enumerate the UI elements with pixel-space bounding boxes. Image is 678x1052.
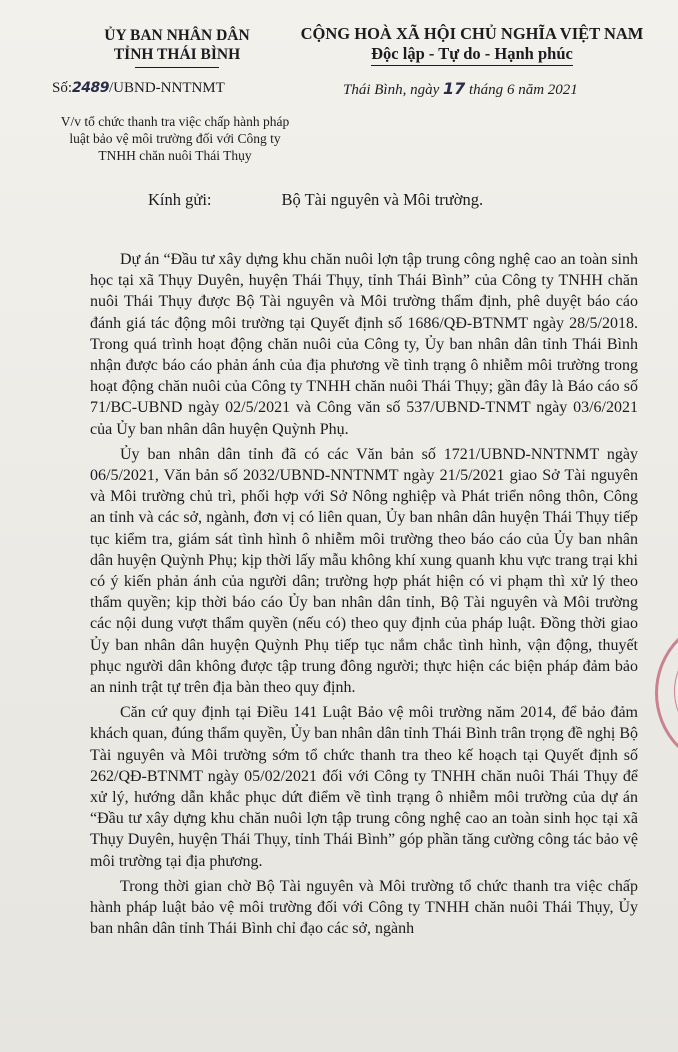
- national-heading: [282, 24, 662, 66]
- recipient: Bộ Tài nguyên và Môi trường.: [281, 190, 484, 209]
- authority-underline: [135, 67, 219, 68]
- official-seal-partial: [655, 615, 678, 771]
- date-month-label: tháng: [465, 82, 507, 98]
- body-paragraph: Trong thời gian chờ Bộ Tài nguyên và Môi trường tổ chức thanh tra việc chấp hành pháp luật bảo vệ môi trường đối với Công ty TNHH chăn nuôi Thái Thụy, Ủy ban nhân dân tỉnh Thái Bình chỉ đạo các sở, ngành: [90, 877, 638, 938]
- salutation-label: Kính gửi:: [148, 190, 212, 209]
- body-paragraph: Dự án “Đầu tư xây dựng khu chăn nuôi lợn tập trung công nghệ cao an toàn sinh học tại xã Thụy Duyên, huyện Thái Thụy, tỉnh Thái Bình” của Công ty TNHH chăn nuôi Thái Thụy được Bộ Tài nguyên và Môi trường thẩm định, phê duyệt báo cáo đánh giá tác động môi trường tại Quyết định số 1686/QĐ-BTNMT ngày 28/5/2018. Trong quá trình hoạt động chăn nuôi của Công ty, Ủy ban nhân dân tỉnh Thái Bình nhận được báo cáo phản ánh của địa phương về tình trạng ô nhiễm môi trường trong hoạt động chăn nuôi của Công ty TNHH chăn nuôi Thái Thụy; gần đây là Báo cáo số 71/BC-UBND ngày 02/5/2021 và Công văn số 537/UBND-TNMT ngày 03/6/2021 của Ủy ban nhân dân huyện Quỳnh Phụ.: [90, 251, 638, 438]
- authority-line-2: TỈNH THÁI BÌNH: [113, 46, 241, 63]
- seal-inner-ring: [674, 634, 678, 748]
- issue-date: [343, 79, 578, 99]
- body-paragraph: Căn cứ quy định tại Điều 141 Luật Bảo vệ môi trường năm 2014, để bảo đảm khách quan, đúng thẩm quyền, Ủy ban nhân dân tỉnh Thái Bình trân trọng đề nghị Bộ Tài nguyên và Môi trường sớm tổ chức thanh tra theo kế hoạch tại Quyết định số 262/QĐ-BTNMT ngày 05/02/2021 đối với Công ty TNHH chăn nuôi Thái Thụy để xử lý, hướng dẫn khắc phục dứt điểm về tình trạng ô nhiễm môi trường của dự án “Đầu tư xây dựng khu chăn nuôi lợn tập trung công nghệ cao an toàn sinh học tại xã Thụy Duyên, huyện Thái Thụy, tỉnh Thái Bình” góp phần tăng cường công tác bảo vệ môi trường tại địa phương.: [90, 704, 638, 870]
- nation-motto: Độc lập - Tự do - Hạnh phúc: [371, 44, 573, 66]
- date-place: Thái Bình, ngày: [343, 82, 443, 98]
- doc-number-handwritten: 2489: [72, 80, 109, 96]
- doc-number-suffix: /UBND-NNTNMT: [108, 80, 225, 96]
- doc-number-prefix: Số:: [52, 80, 73, 96]
- authority-line-1: ỦY BAN NHÂN DÂN: [104, 27, 250, 44]
- salutation: [148, 190, 483, 210]
- document-number: [52, 80, 225, 97]
- nation-title: CỘNG HOÀ XÃ HỘI CHỦ NGHĨA VIỆT NAM: [300, 24, 644, 43]
- date-day-handwritten: 17: [443, 79, 466, 98]
- issuing-authority: [62, 26, 292, 68]
- date-month: 6: [506, 82, 515, 98]
- document-subject: V/v tổ chức thanh tra việc chấp hành pháp luật bảo vệ môi trường đối với Công ty TNHH chăn nuôi Thái Thụy: [60, 114, 290, 163]
- body-paragraph: Ủy ban nhân dân tỉnh đã có các Văn bản số 1721/UBND-NNTNMT ngày 06/5/2021, Văn bản số 2032/UBND-NNTNMT ngày 21/5/2021 giao Sở Tài nguyên và Môi trường chủ trì, phối hợp với Sở Nông nghiệp và Phát triển nông thôn, Công an tỉnh và các sở, ngành, đơn vị có liên quan, Ủy ban nhân dân huyện Thái Thụy tiếp tục kiểm tra, giám sát tình hình ô nhiễm môi trường theo báo cáo của Ủy ban nhân dân huyện Quỳnh Phụ; kịp thời lấy mẫu không khí xung quanh khu vực trang trại khi có ý kiến phản ánh của người dân; trường hợp phát hiện có vi phạm thì xử lý theo thẩm quyền; kịp thời báo cáo Ủy ban nhân dân tỉnh, Bộ Tài nguyên và Môi trường các nội dung vượt thẩm quyền (nếu có) theo quy định của pháp luật. Đồng thời giao Ủy ban nhân dân huyện Quỳnh Phụ tiếp tục nắm chắc tình hình, vận động, thuyết phục người dân không được tập trung đông người; thực hiện các biện pháp đảm bảo an ninh trật tự trên địa bàn theo quy định.: [90, 445, 638, 697]
- date-year: năm 2021: [514, 82, 578, 98]
- letter-body: [90, 249, 638, 944]
